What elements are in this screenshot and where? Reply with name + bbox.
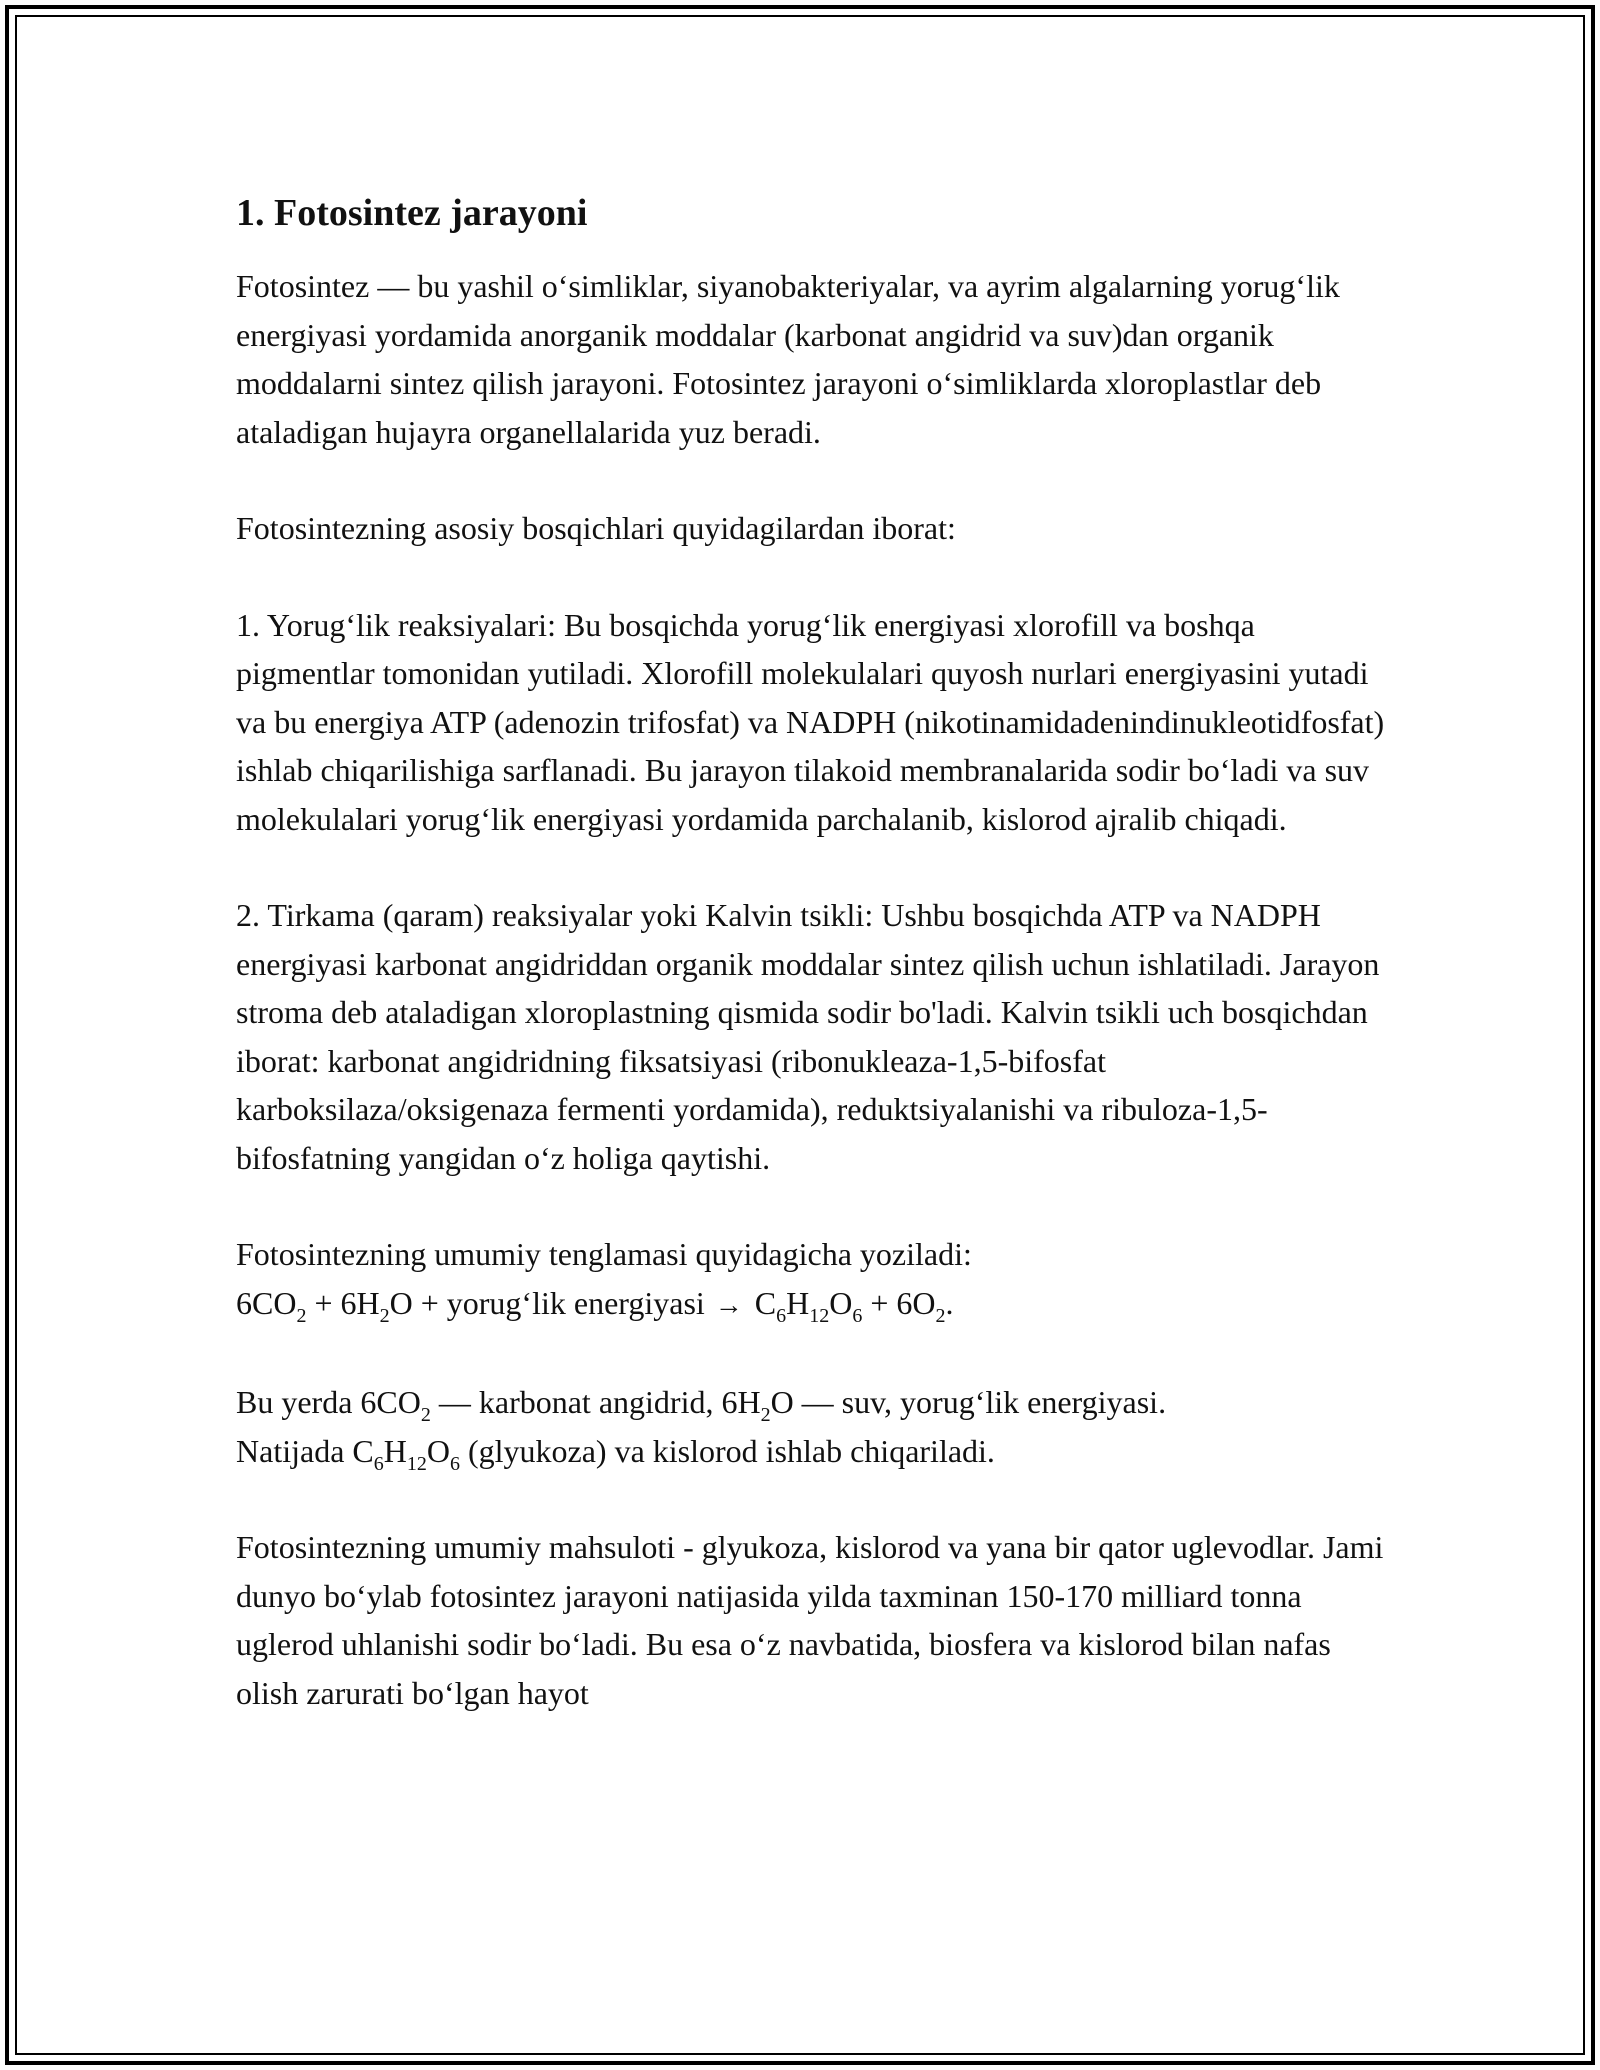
document-page (236, 186, 1386, 1717)
arrow-icon: → (714, 1289, 743, 1321)
intro-paragraph: Fotosintez — bu yashil o‘simliklar, siyanobakteriyalar, va ayrim algalarning yorug‘lik energiyasi yordamida anorganik moddalar (karbonat angidrid va suv)dan organik moddalarni sintez qilish jarayoni. Fotosintez jarayoni o‘simliklarda xloroplastlar deb ataladigan hujayra organellalarida yuz beradi. (236, 268, 1340, 450)
equation-intro-paragraph: Fotosintezning umumiy tenglamasi quyidagicha yoziladi: (236, 1236, 972, 1272)
stages-intro-paragraph: Fotosintezning asosiy bosqichlari quyidagilardan iborat: (236, 510, 956, 546)
stage1-paragraph: 1. Yorug‘lik reaksiyalari: Bu bosqichda yorug‘lik energiyasi xlorofill va boshqa pigmentlar tomonidan yutiladi. Xlorofill molekulalari quyosh nurlari energiyasini yutadi va bu energiya ATP (adenozin trifosfat) va NADPH (nikotinamidadenindinukleotidfosfat) ishlab chiqarilishiga sarflanadi. Bu jarayon tilakoid membranalarida sodir bo‘ladi va suv molekulalari yorug‘lik energiyasi yordamida parchalanib, kislorod ajralib chiqadi. (236, 606, 1385, 837)
explanation-paragraph: Bu yerda $6CO_2$ — karbonat angidrid, $6H_2O$ — suv, yorug‘lik energiyasi. Natijada $C_6H_{12}O_6$ (glyukoza) va kislorod ishlab chiqariladi. (236, 1384, 1167, 1475)
document-title: 1. Fotosintez jarayoni (236, 192, 588, 234)
photosynthesis-equation: $6CO_2 + 6H_2O$ + yorug‘lik energiyasi → $C_6H_{12}O_6 + 6O_2$. (236, 1279, 1386, 1331)
summary-paragraph: Fotosintezning umumiy mahsuloti - glyukoza, kislorod va yana bir qator uglevodlar. Jami dunyo bo‘ylab fotosintez jarayoni natijasida yilda taxminan 150-170 milliard tonna uglerod uhlanishi sodir bo‘ladi. Bu esa o‘z navbatida, biosfera va kislorod bilan nafas olish zarurati bo‘lgan hayot (236, 1529, 1384, 1711)
stage2-paragraph: 2. Tirkama (qaram) reaksiyalar yoki Kalvin tsikli: Ushbu bosqichda ATP va NADPH energiyasi karbonat angidriddan organik moddalar sintez qilish uchun ishlatiladi. Jarayon stroma deb ataladigan xloroplastning qismida sodir bo'ladi. Kalvin tsikli uch bosqichdan iborat: karbonat angidridning fiksatsiyasi (ribonukleaza-1,5-bifosfat karboksilaza/oksigenaza fermenti yordamida), reduktsiyalanishi va ribuloza-1,5-bifosfatning yangidan o‘z holiga qaytishi. (236, 897, 1380, 1176)
